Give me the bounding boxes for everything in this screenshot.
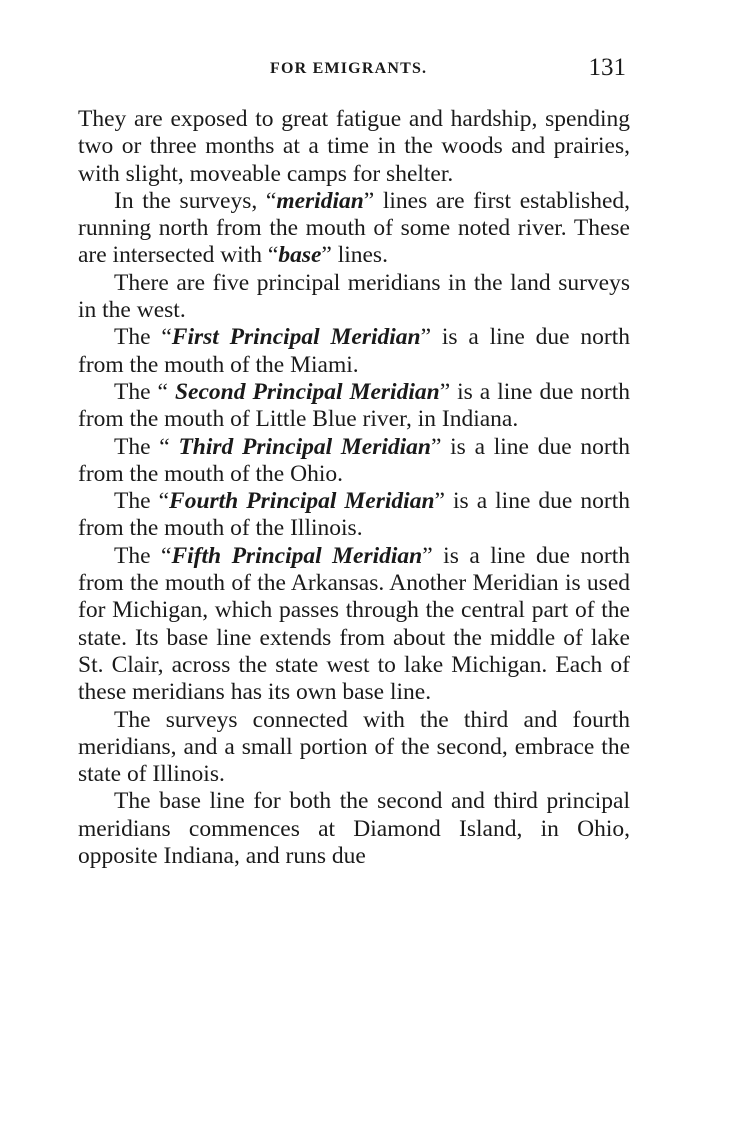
paragraph-9-text: The surveys connected with the third and fourth meridians, and a small portion of the second, embrace the state of Illinois. [78, 706, 630, 788]
term-first-principal-meridian: First Principal Meridian [171, 324, 421, 351]
paragraph-7-text-b: ” is a line due north from the mouth of the Illinois. [78, 488, 631, 542]
term-meridian: meridian [276, 187, 364, 214]
paragraph-2-text-c: ” lines. [321, 242, 388, 269]
paragraph-8 [78, 543, 630, 707]
term-third-principal-meridian: Third Principal Meridian [178, 433, 431, 460]
paragraph-3-text: There are five principal meridians in the land surveys in the west. [78, 269, 630, 324]
paragraph-7-text-a: The “ [114, 488, 170, 515]
paragraph-8-text-a: The “ [114, 542, 172, 569]
paragraph-9 [78, 707, 630, 789]
paragraph-6-text-a: The “ [114, 433, 179, 460]
paragraph-5 [78, 379, 630, 434]
paragraph-4-text-a: The “ [114, 324, 172, 351]
page-number: 131 [588, 54, 626, 81]
paragraph-2-text-a: In the surveys, “ [114, 187, 277, 214]
paragraph-8-text-b: ” is a line due north from the mouth of the Arkansas. Another Meridian is used for Michigan, which passes through the central part of the state. Its base line extends from about the middle of lake St. Clair, across the state west to lake Michigan. Each of these meridians has its own base line. [78, 542, 630, 706]
paragraph-3 [78, 270, 630, 325]
running-head [80, 54, 630, 86]
paragraph-2-text-b: ” lines are first established, running north from the mouth of some noted river. These are intersected with “ [78, 187, 630, 269]
paragraph-4 [78, 324, 630, 379]
term-base: base [278, 242, 322, 269]
paragraph-1 [78, 106, 630, 188]
running-title: FOR EMIGRANTS. [270, 60, 428, 77]
paragraph-5-text-a: The “ [114, 378, 175, 405]
paragraph-7 [78, 488, 630, 543]
paragraph-5-text-b: ” is a line due north from the mouth of Little Blue river, in Indiana. [78, 378, 631, 433]
term-fourth-principal-meridian: Fourth Principal Meridian [169, 488, 435, 515]
paragraph-10-text: The base line for both the second and third principal meridians commences at Diamond Island, in Ohio, opposite Indiana, and runs due [78, 788, 630, 870]
paragraph-6-text-b: ” is a line due north from the mouth of the Ohio. [78, 433, 630, 487]
term-second-principal-meridian: Second Principal Meridian [174, 378, 440, 405]
term-fifth-principal-meridian: Fifth Principal Meridian [171, 542, 423, 569]
paragraph-1-text: They are exposed to great fatigue and hardship, spending two or three months at a time in the woods and prairies, with slight, moveable camps for shelter. [78, 106, 630, 187]
paragraph-4-text-b: ” is a line due north from the mouth of the Miami. [78, 324, 630, 378]
paragraph-6 [78, 434, 630, 489]
paragraph-10 [78, 788, 630, 870]
paragraph-2 [78, 188, 630, 270]
body-text [78, 106, 630, 870]
